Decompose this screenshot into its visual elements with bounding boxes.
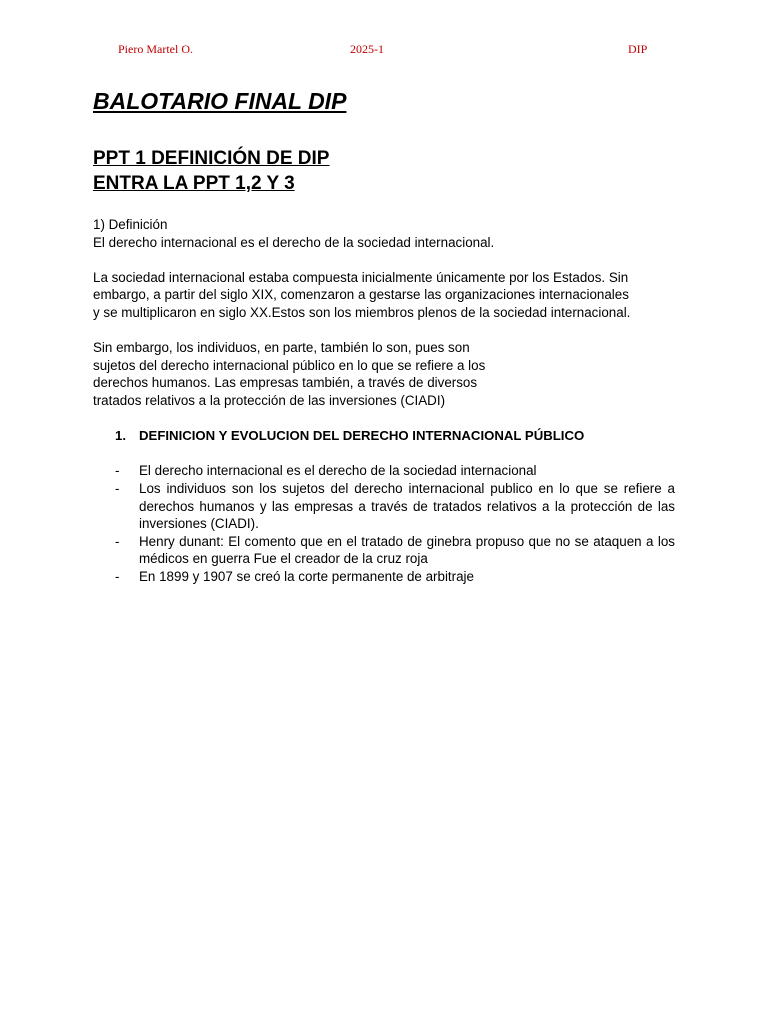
page-header	[0, 42, 768, 60]
bullet-marker: -	[115, 463, 120, 479]
header-author: Piero Martel O.	[118, 42, 193, 56]
bullet-text: El derecho internacional es el derecho de la sociedad internacional	[139, 463, 537, 479]
paragraph-sociedad: La sociedad internacional estaba compuesta inicialmente únicamente por los Estados. Sin embargo, a partir del siglo XIX, comenzaron a gestarse las organizaciones internacionales y se multiplicaron en siglo XX.Estos son los miembros plenos de la sociedad internacional.	[93, 269, 631, 320]
subtitle-line-1: PPT 1 DEFINICIÓN DE DIP	[93, 148, 330, 169]
section-heading-definicion: 1) Definición	[93, 217, 168, 232]
paragraph-individuos: Sin embargo, los individuos, en parte, también lo son, pues son sujetos del derecho internacional público en lo que se refiere a los derechos humanos. Las empresas también, a través de diversos tratados relativos a la protección de las inversiones (CIADI)	[93, 340, 486, 408]
list-item	[93, 533, 683, 568]
bullet-text: Henry dunant: El comento que en el tratado de ginebra propuso que no se ataquen a los médicos en guerra Fue el creador de la cruz roja	[139, 533, 675, 567]
bullet-marker: -	[115, 533, 120, 549]
numbered-heading-number: 1.	[115, 428, 126, 444]
bullet-marker: -	[115, 480, 120, 496]
bullet-list	[93, 462, 683, 585]
document-subtitle	[93, 146, 683, 196]
bullet-marker: -	[115, 568, 120, 584]
list-item	[93, 568, 683, 586]
bullet-text: Los individuos son los sujetos del derecho internacional publico en lo que se refiere a derechos humanos y las empresas a través de tratados relativos a la protección de las inversiones (CIADI).	[139, 480, 675, 532]
header-term: 2025-1	[350, 42, 384, 56]
bullet-text: En 1899 y 1907 se creó la corte permanente de arbitraje	[139, 568, 474, 584]
section-intro: El derecho internacional es el derecho de la sociedad internacional.	[93, 234, 495, 250]
subtitle-line-2: ENTRA LA PPT 1,2 Y 3	[93, 173, 295, 194]
numbered-heading-text: DEFINICION Y EVOLUCION DEL DERECHO INTERNACIONAL PÚBLICO	[139, 428, 585, 444]
header-course: DIP	[628, 42, 648, 56]
numbered-heading	[115, 427, 683, 445]
document-body	[93, 86, 683, 585]
list-item	[93, 462, 683, 480]
list-item	[93, 480, 683, 533]
document-title: BALOTARIO FINAL DIP	[93, 88, 347, 114]
